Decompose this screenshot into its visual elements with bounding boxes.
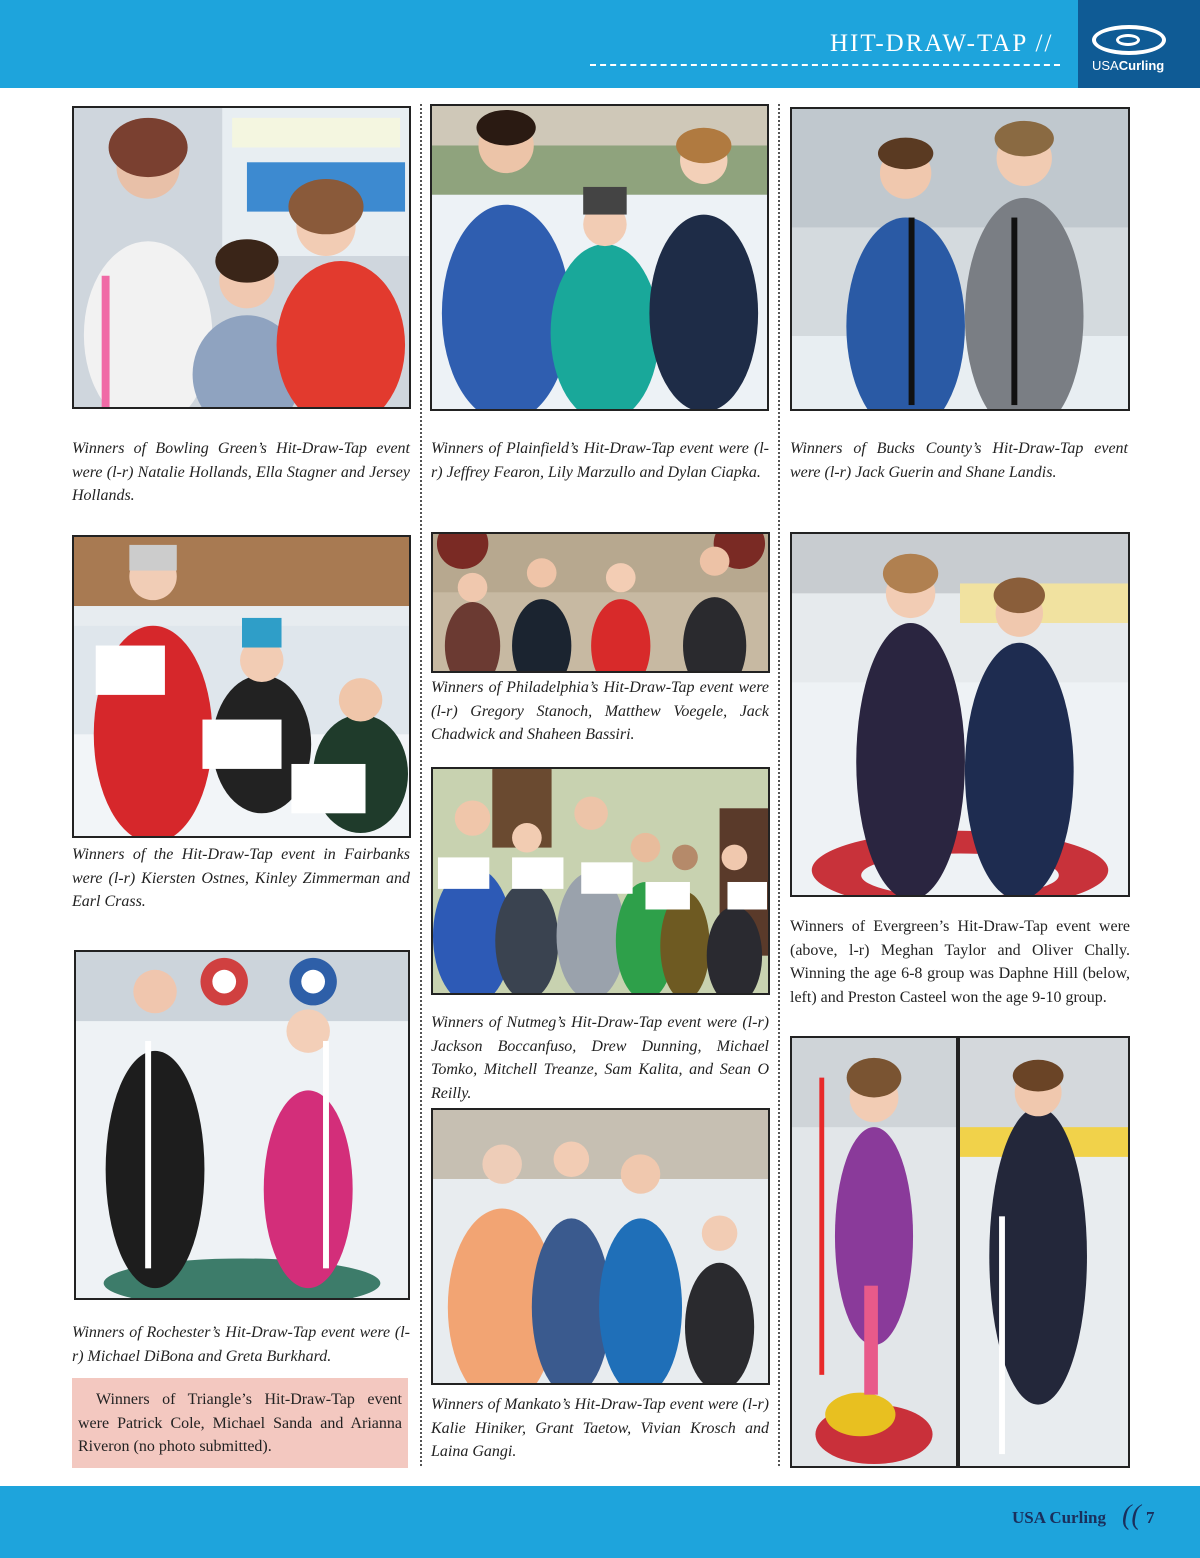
caption-plainfield: Winners of Plainfield’s Hit-Draw-Tap event were (l-r) Jeffrey Fearon, Lily Marzullo and Dylan Ciapka. — [431, 440, 769, 481]
caption-philadelphia: Winners of Philadelphia’s Hit-Draw-Tap event were (l-r) Gregory Stanoch, Matthew Voegele, Jack Chadwick and Shaheen Bassiri. — [431, 679, 769, 743]
photo-nutmeg-image — [433, 769, 768, 993]
triangle-note-box — [72, 1378, 408, 1468]
caption-bucks-county: Winners of Bucks County’s Hit-Draw-Tap event were (l-r) Jack Guerin and Shane Landis. — [790, 440, 1128, 481]
column-divider-left — [420, 104, 422, 1466]
photo-evergreen-preston — [958, 1036, 1130, 1468]
photo-evergreen-top-image — [792, 534, 1128, 895]
photo-plainfield — [430, 104, 769, 411]
section-title: HIT-DRAW-TAP // — [830, 30, 1054, 57]
column-divider-right — [778, 104, 780, 1466]
usa-curling-logo — [1078, 0, 1200, 88]
photo-evergreen-top — [790, 532, 1130, 897]
photo-plainfield-image — [432, 106, 767, 409]
logo-wordmark: USACurling — [1092, 58, 1165, 73]
caption-fairbanks: Winners of the Hit-Draw-Tap event in Fairbanks were (l-r) Kiersten Ostnes, Kinley Zimmerman and Earl Crass. — [72, 846, 410, 910]
caption-rochester: Winners of Rochester’s Hit-Draw-Tap event were (l-r) Michael DiBona and Greta Burkhard. — [72, 1324, 410, 1365]
photo-bowling-green — [72, 106, 411, 409]
page-number: 7 — [1146, 1508, 1155, 1527]
curling-stone-logo-icon — [1092, 25, 1166, 55]
photo-rochester-image — [76, 952, 408, 1298]
photo-bucks-county-image — [792, 109, 1128, 409]
photo-rochester — [74, 950, 410, 1300]
header-dashed-rule — [590, 64, 1060, 66]
photo-fairbanks-image — [74, 537, 409, 836]
photo-philadelphia-image — [433, 534, 768, 671]
caption-evergreen: Winners of Evergreen’s Hit-Draw-Tap event were (above, l-r) Meghan Taylor and Oliver Chally. Winning the age 6-8 group was Daphne Hill (below, left) and Preston Casteel won the age 9-10 group. — [790, 918, 1130, 1006]
photo-mankato-image — [433, 1110, 768, 1383]
photo-evergreen-preston-image — [960, 1038, 1128, 1466]
photo-fairbanks — [72, 535, 411, 838]
caption-nutmeg: Winners of Nutmeg’s Hit-Draw-Tap event were (l-r) Jackson Boccanfuso, Drew Dunning, Michael Tomko, Mitchell Treanze, Sam Kalita, and Sean O Reilly. — [431, 1014, 769, 1102]
photo-nutmeg — [431, 767, 770, 995]
triangle-note-text: Winners of Triangle’s Hit-Draw-Tap event were Patrick Cole, Michael Sanda and Arianna Riveron (no photo submitted). — [78, 1391, 402, 1455]
footer-publication-name: USA Curling — [1012, 1508, 1106, 1527]
photo-philadelphia — [431, 532, 770, 673]
photo-mankato — [431, 1108, 770, 1385]
photo-evergreen-daphne — [790, 1036, 958, 1468]
footer-separator-icon: (( — [1122, 1500, 1141, 1531]
caption-mankato: Winners of Mankato’s Hit-Draw-Tap event were (l-r) Kalie Hiniker, Grant Taetow, Vivian Krosch and Laina Gangi. — [431, 1396, 769, 1460]
photo-bowling-green-image — [74, 108, 409, 407]
photo-bucks-county — [790, 107, 1130, 411]
photo-evergreen-daphne-image — [792, 1038, 956, 1466]
header-banner — [0, 0, 1200, 88]
caption-bowling-green: Winners of Bowling Green’s Hit-Draw-Tap event were (l-r) Natalie Hollands, Ella Stagner and Jersey Hollands. — [72, 440, 410, 504]
